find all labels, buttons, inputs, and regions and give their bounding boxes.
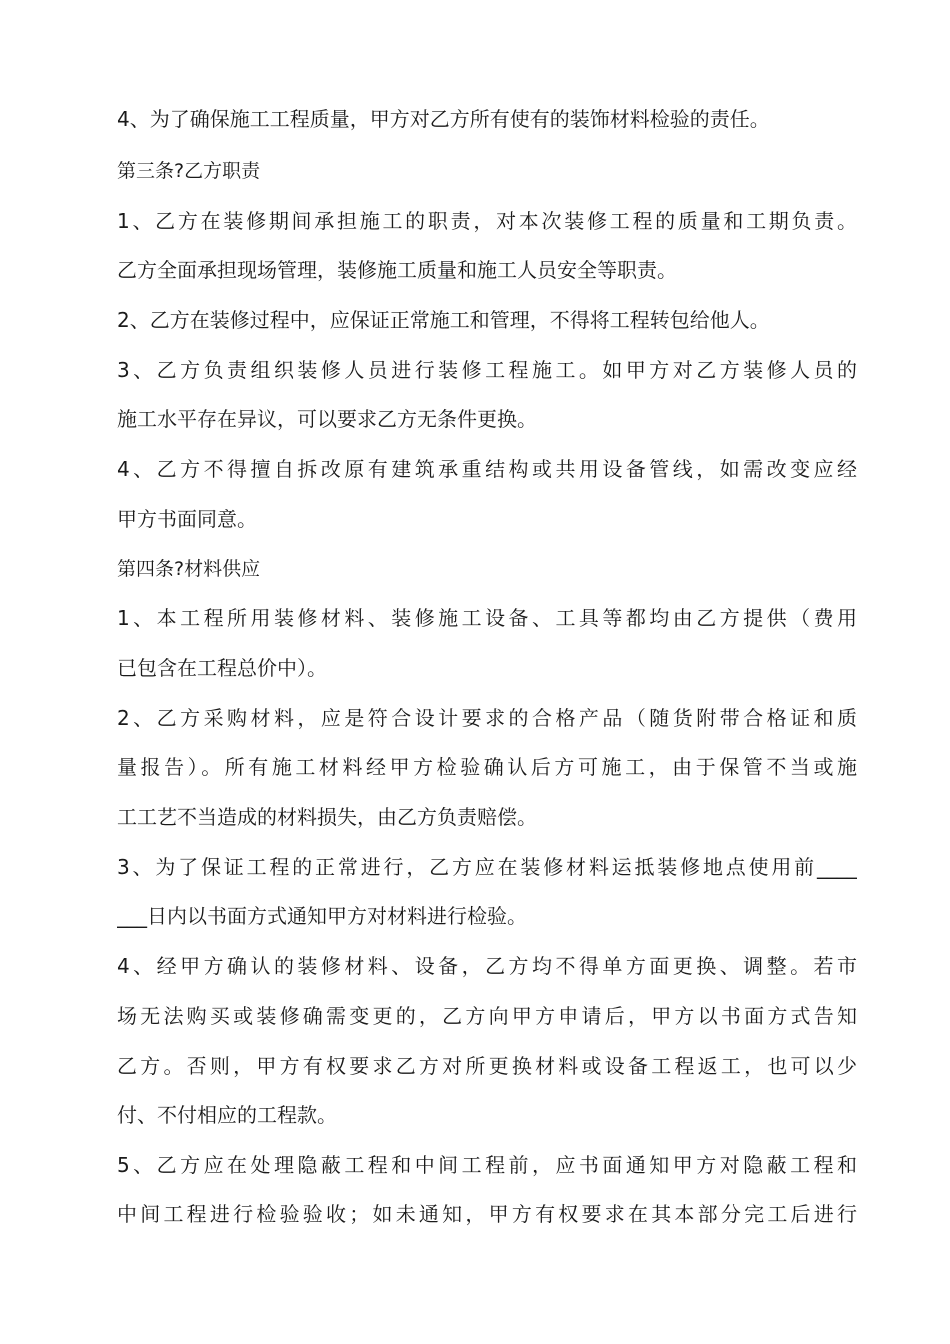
clause-2-4-text: 4、为了确保施工工程质量，甲方对乙方所有使有的装饰材料检验的责任。 <box>117 107 770 131</box>
clause-4-3-text-line-1: 3、为了保证工程的正常进行，乙方应在装修材料运抵装修地点使用前____ <box>117 855 857 879</box>
clause-4-4-text-line-1: 4、经甲方确认的装修材料、设备，乙方均不得单方面更换、调整。若市 <box>117 954 857 978</box>
clause-4-2-text-line-1: 2、乙方采购材料，应是符合设计要求的合格产品（随货附带合格证和质 <box>117 706 857 730</box>
clause-4-2-text-line-2: 量报告）。所有施工材料经甲方检验确认后方可施工，由于保管不当或施 <box>117 755 857 779</box>
clause-4-5-text-line-1: 5、乙方应在处理隐蔽工程和中间工程前，应书面通知甲方对隐蔽工程和 <box>117 1153 857 1177</box>
clause-4-1-text-line-2: 已包含在工程总价中）。 <box>117 656 327 680</box>
article-3-heading: 第三条?乙方职责 <box>117 160 261 182</box>
clause-3-4-text-line-1: 4、乙方不得擅自拆改原有建筑承重结构或共用设备管线，如需改变应经 <box>117 457 857 481</box>
article-4-heading: 第四条?材料供应 <box>117 558 261 580</box>
clause-3-2-text: 2、乙方在装修过程中，应保证正常施工和管理，不得将工程转包给他人。 <box>117 308 770 332</box>
clause-3-1-text-line-2: 乙方全面承担现场管理，装修施工质量和施工人员安全等职责。 <box>117 258 677 282</box>
clause-3-3-text-line-1: 3、乙方负责组织装修人员进行装修工程施工。如甲方对乙方装修人员的 <box>117 358 857 382</box>
clause-3-1-text-line-1: 1、乙方在装修期间承担施工的职责，对本次装修工程的质量和工期负责。 <box>117 209 857 233</box>
clause-3-4-text-line-2: 甲方书面同意。 <box>117 507 257 531</box>
clause-4-4-text-line-3: 乙方。否则，甲方有权要求乙方对所更换材料或设备工程返工，也可以少 <box>117 1054 857 1078</box>
clause-4-4-text-line-2: 场无法购买或装修确需变更的，乙方向甲方申请后，甲方以书面方式告知 <box>117 1004 857 1028</box>
clause-4-4-text-line-4: 付、不付相应的工程款。 <box>117 1103 337 1127</box>
clause-4-5-text-line-2: 中间工程进行检验验收；如未通知，甲方有权要求在其本部分完工后进行 <box>117 1202 857 1226</box>
clause-4-2-text-line-3: 工工艺不当造成的材料损失，由乙方负责赔偿。 <box>117 805 537 829</box>
clause-4-3-text-line-2: ___日内以书面方式通知甲方对材料进行检验。 <box>117 904 527 928</box>
clause-3-3-text-line-2: 施工水平存在异议，可以要求乙方无条件更换。 <box>117 407 537 431</box>
clause-4-1-text-line-1: 1、本工程所用装修材料、装修施工设备、工具等都均由乙方提供（费用 <box>117 606 857 630</box>
